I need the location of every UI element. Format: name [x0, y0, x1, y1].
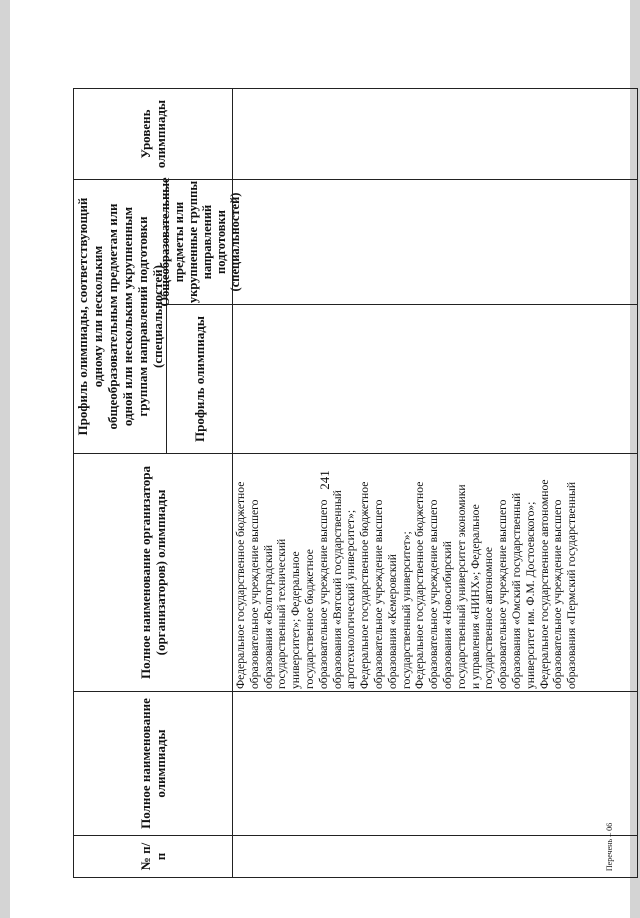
- organizer-line: университет»; Федеральное: [289, 551, 303, 689]
- organizer-line: университет им. Ф.М. Достоевского»;: [523, 501, 537, 689]
- header-profile: Профиль олимпиады: [166, 304, 233, 454]
- organizer-line: агротехнологический университет»;: [344, 509, 358, 689]
- organizer-line: и управления «НИНХ»; Федеральное: [468, 504, 482, 689]
- document-page: [10, 0, 630, 918]
- organizer-line: образовательное учреждение высшего: [316, 499, 330, 689]
- organizer-line: образовательное учреждение высшего: [371, 499, 385, 689]
- row-organizer-cell: [232, 453, 638, 692]
- header-level: Уровень олимпиады: [73, 88, 233, 180]
- row-profile-cell: [232, 304, 638, 454]
- header-name: Полное наименование олимпиады: [73, 691, 233, 836]
- row-name-cell: [232, 691, 638, 836]
- organizer-line: государственный технический: [275, 538, 289, 689]
- organizer-line: образовательное учреждение высшего: [551, 499, 565, 689]
- organizer-line: образования «Вятский государственный: [330, 490, 344, 689]
- organizer-line: Федеральное государственное автономное: [537, 479, 551, 689]
- footer-note: Перечень – 06: [605, 822, 614, 872]
- organizer-line: образования «Новосибирский: [440, 541, 454, 689]
- organizer-line: образования «Омский государственный: [509, 492, 523, 689]
- organizer-line: образования «Волгоградский: [261, 544, 275, 689]
- row-level-cell: [232, 88, 638, 180]
- organizer-line: образования «Пермский государственный: [565, 481, 579, 689]
- page-number: 241: [317, 470, 332, 490]
- row-subjects-cell: [232, 179, 638, 305]
- organizer-line: Федеральное государственное бюджетное: [234, 481, 247, 689]
- header-profile-group: Профиль олимпиады, соответствующий одному или нескольким общеобразовательным предметам или одной или нескольким укрупненным группам направлений подготовки (специальностей): [73, 179, 167, 454]
- header-num: № п/п: [73, 835, 233, 878]
- header-subjects: Общеобразовательные предметы или укрупненные группы направлений подготовки (специальностей): [157, 177, 242, 307]
- organizer-line: государственное бюджетное: [302, 549, 316, 689]
- organizer-line: образовательное учреждение высшего: [247, 499, 261, 689]
- organizer-line: государственный университет экономики: [454, 484, 468, 689]
- olympiad-table: [73, 88, 638, 878]
- organizer-line: образовательное учреждение высшего: [496, 499, 510, 689]
- organizer-line: Федеральное государственное бюджетное: [358, 481, 372, 689]
- organizer-line: образовательное учреждение высшего: [427, 499, 441, 689]
- organizer-line: государственный университет»;: [399, 531, 413, 689]
- organizer-line: государственное автономное: [482, 546, 496, 689]
- organizer-line: образования «Кемеровский: [385, 554, 399, 689]
- header-organizer: Полное наименование организатора (организаторов) олимпиады: [73, 453, 233, 692]
- organizer-line: Федеральное государственное бюджетное: [413, 481, 427, 689]
- row-num-cell: [232, 835, 638, 878]
